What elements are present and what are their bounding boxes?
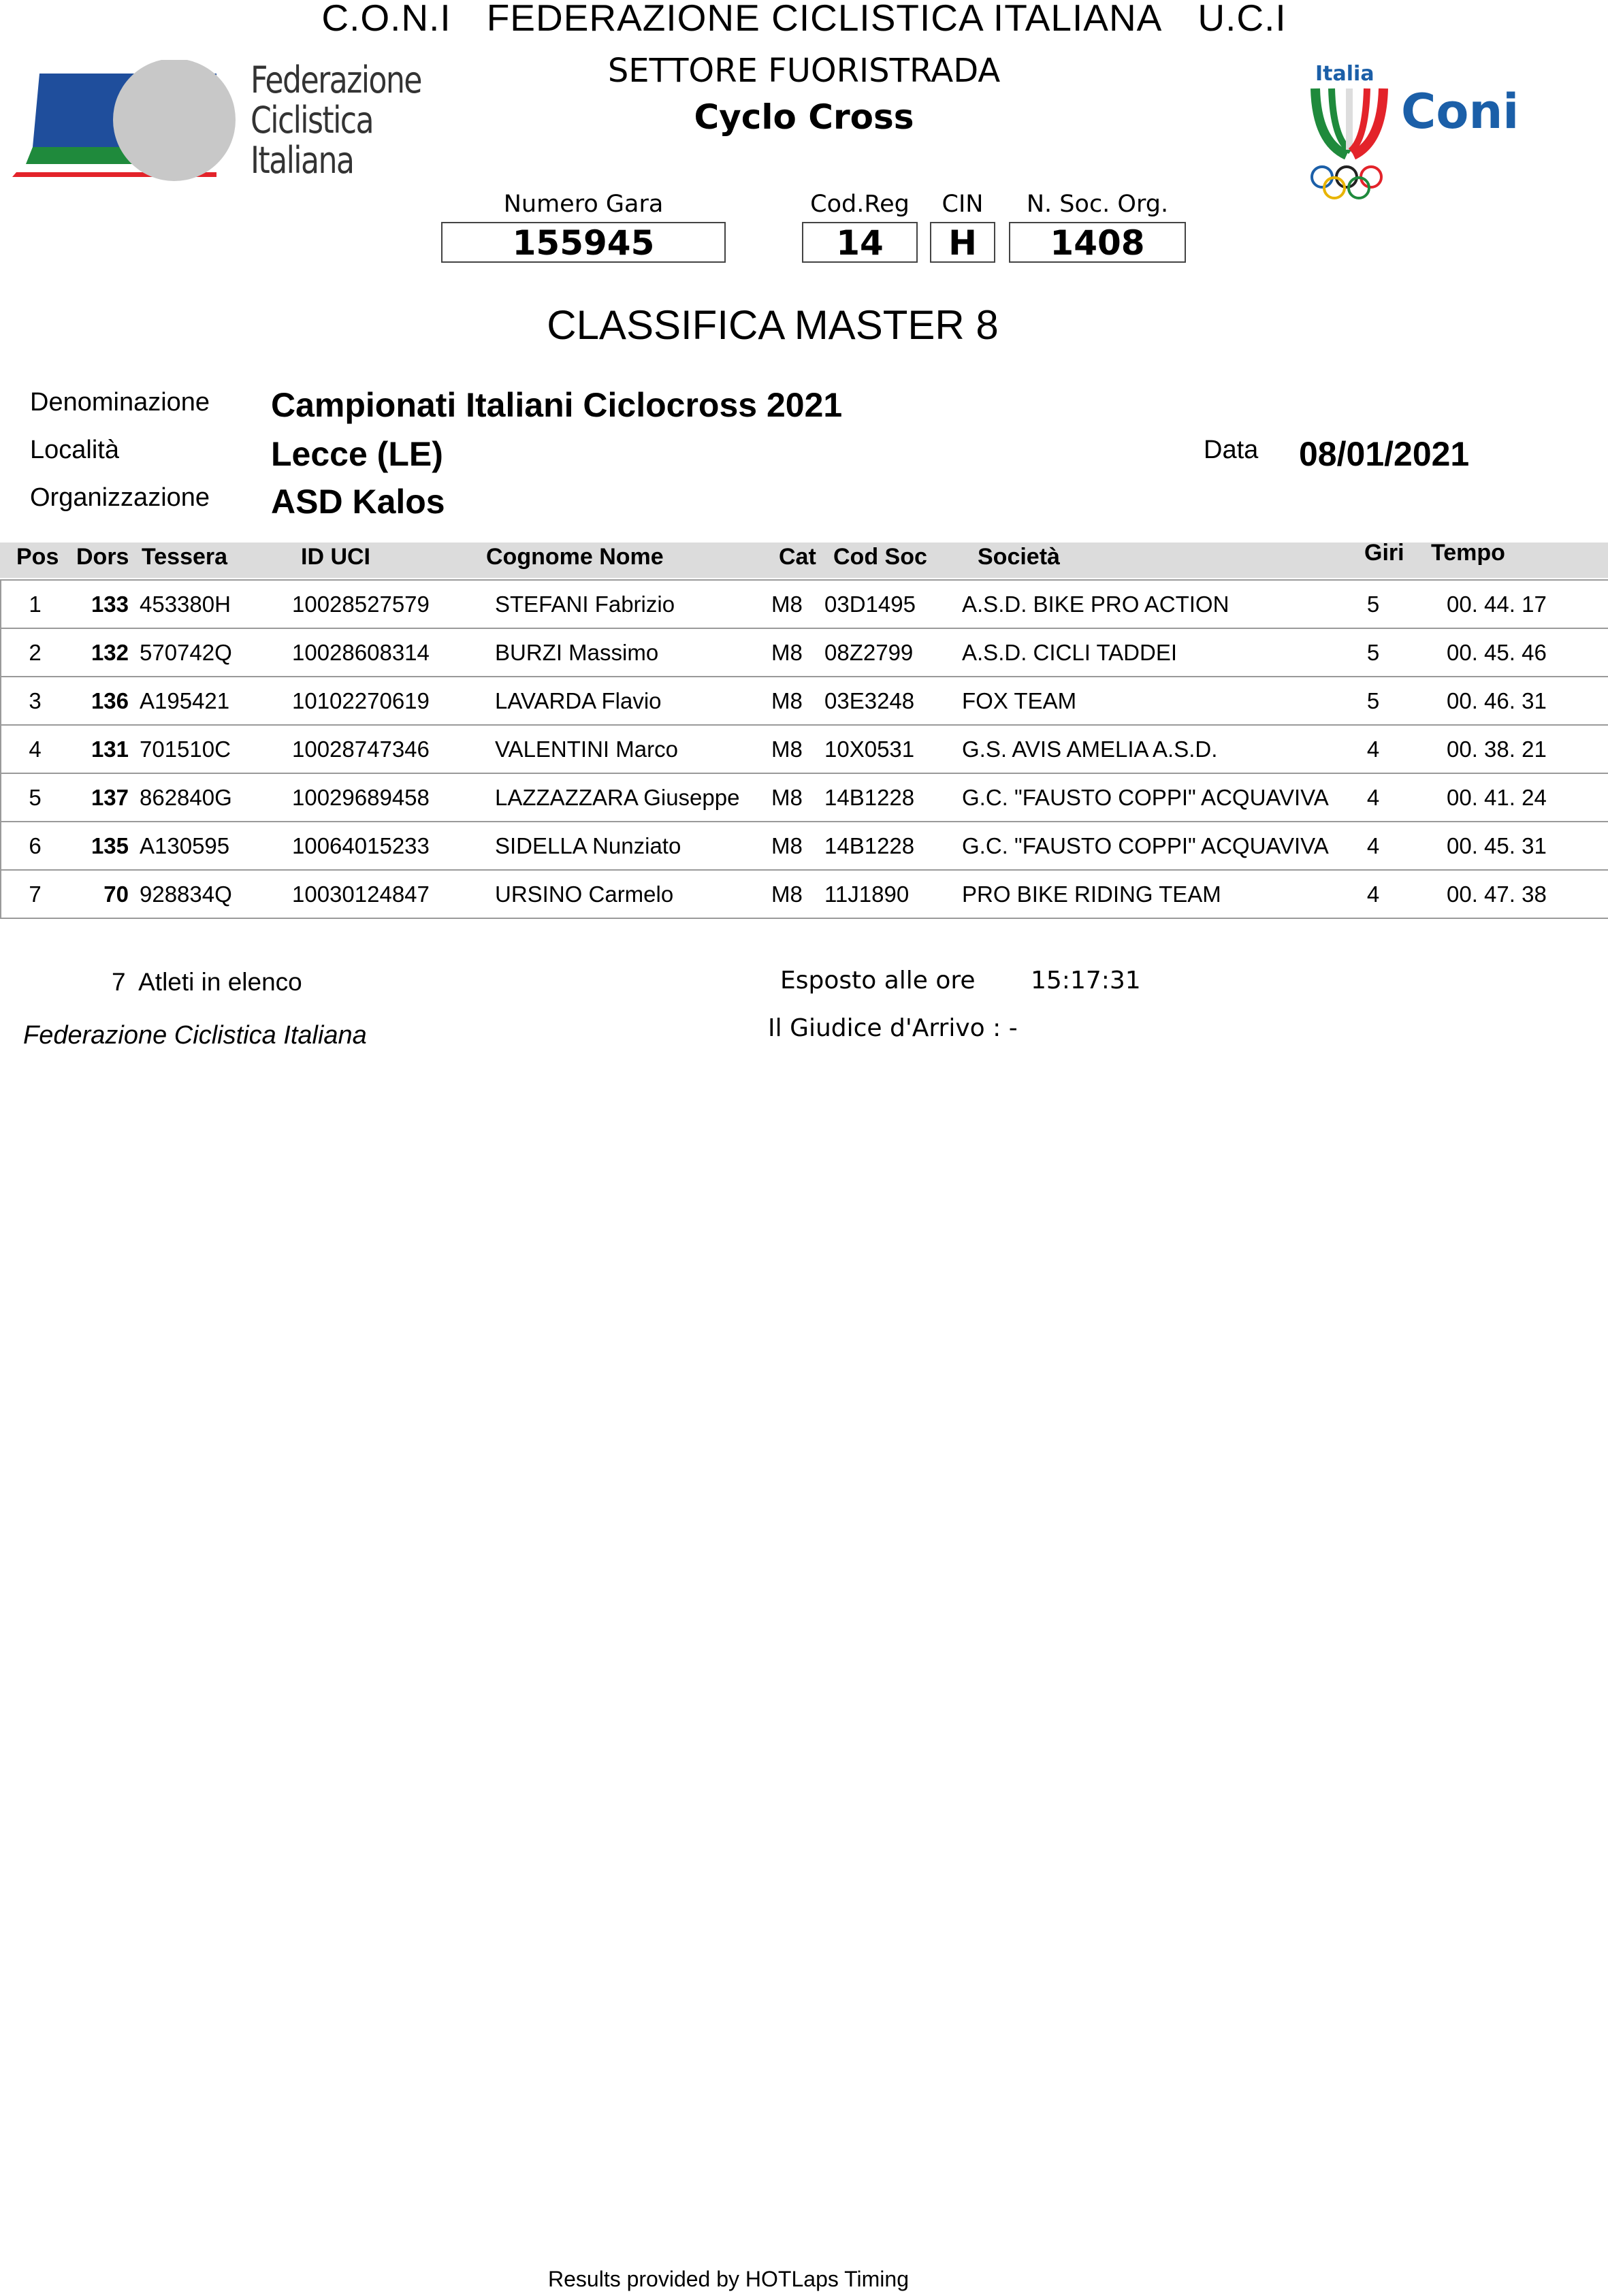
organizzazione-label: Organizzazione — [30, 483, 210, 512]
row-cod-soc: 14B1228 — [816, 773, 956, 822]
numero-gara-label: Numero Gara — [503, 191, 664, 218]
cod-reg-label: Cod.Reg — [810, 191, 910, 218]
row-dors: 136 — [69, 677, 131, 725]
row-societa: G.S. AVIS AMELIA A.S.D. — [956, 725, 1315, 773]
row-cod-soc: 11J1890 — [816, 870, 956, 918]
row-societa: A.S.D. BIKE PRO ACTION — [956, 580, 1315, 628]
fci-logo-line: Ciclistica — [251, 99, 373, 142]
soc-org-label: N. Soc. Org. — [1026, 191, 1169, 218]
row-societa: G.C. "FAUSTO COPPI" ACQUAVIVA — [956, 773, 1315, 822]
row-giri: 4 — [1315, 773, 1432, 822]
row-id-uci: 10028527579 — [285, 580, 483, 628]
row-nome: LAZZAZZARA Giuseppe — [483, 773, 769, 822]
row-giri: 4 — [1315, 725, 1432, 773]
table-row — [1, 725, 1608, 773]
row-cod-soc: 10X0531 — [816, 725, 956, 773]
cin-label: CIN — [942, 191, 984, 218]
row-tempo: 00. 44. 17 — [1432, 580, 1608, 628]
row-tessera: 570742Q — [131, 628, 285, 677]
uci-label: U.C.I — [1197, 0, 1287, 39]
row-id-uci: 10030124847 — [285, 870, 483, 918]
giudice-label: Il Giudice d'Arrivo : — [768, 1014, 1001, 1042]
col-header-id-uci: ID UCI — [301, 544, 370, 570]
row-cat: M8 — [769, 580, 816, 628]
row-tempo: 00. 41. 24 — [1432, 773, 1608, 822]
fci-logo-line: Italiana — [251, 139, 354, 182]
col-header-tessera: Tessera — [142, 544, 228, 570]
row-dors: 132 — [69, 628, 131, 677]
col-header-societa: Società — [978, 544, 1060, 570]
results-credits: Results provided by HOTLaps Timing — [548, 2267, 909, 2291]
results-body — [1, 580, 1608, 918]
col-header-cat: Cat — [779, 544, 816, 570]
row-pos: 1 — [1, 580, 69, 628]
federation-name: FEDERAZIONE CICLISTICA ITALIANA — [486, 0, 1163, 39]
results-table — [0, 579, 1608, 919]
row-nome: BURZI Massimo — [483, 628, 769, 677]
row-dors: 137 — [69, 773, 131, 822]
row-tessera: A130595 — [131, 822, 285, 870]
denominazione-value: Campionati Italiani Ciclocross 2021 — [271, 386, 843, 424]
row-cat: M8 — [769, 773, 816, 822]
row-dors: 135 — [69, 822, 131, 870]
row-tempo: 00. 46. 31 — [1432, 677, 1608, 725]
row-id-uci: 10064015233 — [285, 822, 483, 870]
row-cat: M8 — [769, 677, 816, 725]
esposto-time: 15:17:31 — [1031, 967, 1141, 995]
row-tessera: 928834Q — [131, 870, 285, 918]
row-societa: G.C. "FAUSTO COPPI" ACQUAVIVA — [956, 822, 1315, 870]
row-cat: M8 — [769, 628, 816, 677]
row-cod-soc: 03E3248 — [816, 677, 956, 725]
row-cat: M8 — [769, 725, 816, 773]
row-giri: 5 — [1315, 677, 1432, 725]
row-id-uci: 10102270619 — [285, 677, 483, 725]
row-tessera: 453380H — [131, 580, 285, 628]
table-row — [1, 870, 1608, 918]
row-dors: 70 — [69, 870, 131, 918]
row-pos: 2 — [1, 628, 69, 677]
row-pos: 3 — [1, 677, 69, 725]
athlete-count — [112, 968, 302, 997]
row-nome: URSINO Carmelo — [483, 870, 769, 918]
coni-main-text: Coni — [1401, 84, 1519, 140]
row-cod-soc: 14B1228 — [816, 822, 956, 870]
table-row — [1, 628, 1608, 677]
giudice-arrivo — [768, 1014, 1018, 1042]
table-row — [1, 677, 1608, 725]
page-title: CLASSIFICA MASTER 8 — [547, 302, 999, 348]
cin-value: H — [930, 222, 995, 263]
cod-reg-value: 14 — [802, 222, 918, 263]
localita-label: Località — [30, 436, 119, 464]
sector-title: SETTORE FUORISTRADA — [607, 52, 1001, 90]
row-nome: SIDELLA Nunziato — [483, 822, 769, 870]
col-header-cod-soc: Cod Soc — [833, 544, 927, 570]
row-giri: 4 — [1315, 870, 1432, 918]
athlete-count-value: 7 — [112, 968, 126, 996]
giudice-value: - — [1008, 1014, 1018, 1042]
row-cat: M8 — [769, 822, 816, 870]
data-label: Data — [1204, 436, 1259, 464]
row-pos: 5 — [1, 773, 69, 822]
table-row — [1, 822, 1608, 870]
row-tempo: 00. 45. 46 — [1432, 628, 1608, 677]
row-nome: STEFANI Fabrizio — [483, 580, 769, 628]
row-nome: VALENTINI Marco — [483, 725, 769, 773]
col-header-giri: Giri — [1364, 540, 1404, 566]
row-id-uci: 10028608314 — [285, 628, 483, 677]
coni-logo — [1307, 60, 1539, 203]
row-tessera: 701510C — [131, 725, 285, 773]
row-pos: 6 — [1, 822, 69, 870]
esposto-label: Esposto alle ore — [780, 967, 976, 995]
row-giri: 4 — [1315, 822, 1432, 870]
col-header-pos: Pos — [16, 544, 59, 570]
row-tempo: 00. 47. 38 — [1432, 870, 1608, 918]
table-row — [1, 773, 1608, 822]
col-header-dors: Dors — [76, 544, 129, 570]
row-pos: 7 — [1, 870, 69, 918]
row-id-uci: 10028747346 — [285, 725, 483, 773]
soc-org-value: 1408 — [1009, 222, 1186, 263]
row-dors: 131 — [69, 725, 131, 773]
localita-value: Lecce (LE) — [271, 435, 443, 473]
denominazione-label: Denominazione — [30, 388, 210, 417]
row-societa: PRO BIKE RIDING TEAM — [956, 870, 1315, 918]
fci-logo-line: Federazione — [251, 59, 421, 101]
organizzazione-value: ASD Kalos — [271, 483, 445, 521]
federation-header — [0, 0, 1608, 39]
row-societa: A.S.D. CICLI TADDEI — [956, 628, 1315, 677]
table-row — [1, 580, 1608, 628]
row-dors: 133 — [69, 580, 131, 628]
row-giri: 5 — [1315, 628, 1432, 677]
row-tessera: 862840G — [131, 773, 285, 822]
coni-italia-text: Italia — [1315, 62, 1374, 86]
fci-logo-text — [251, 60, 421, 180]
row-societa: FOX TEAM — [956, 677, 1315, 725]
row-tempo: 00. 45. 31 — [1432, 822, 1608, 870]
row-nome: LAVARDA Flavio — [483, 677, 769, 725]
athlete-count-label: Atleti in elenco — [138, 968, 302, 996]
row-cod-soc: 08Z2799 — [816, 628, 956, 677]
row-tessera: A195421 — [131, 677, 285, 725]
row-id-uci: 10029689458 — [285, 773, 483, 822]
federazione-signature: Federazione Ciclistica Italiana — [23, 1021, 367, 1050]
row-tempo: 00. 38. 21 — [1432, 725, 1608, 773]
numero-gara-value: 155945 — [441, 222, 726, 263]
row-cod-soc: 03D1495 — [816, 580, 956, 628]
data-value: 08/01/2021 — [1299, 435, 1470, 473]
discipline-title: Cyclo Cross — [694, 97, 914, 137]
coni-label: C.O.N.I — [321, 0, 451, 39]
row-pos: 4 — [1, 725, 69, 773]
col-header-tempo: Tempo — [1431, 540, 1505, 566]
row-giri: 5 — [1315, 580, 1432, 628]
col-header-nome: Cognome Nome — [486, 544, 664, 570]
row-cat: M8 — [769, 870, 816, 918]
